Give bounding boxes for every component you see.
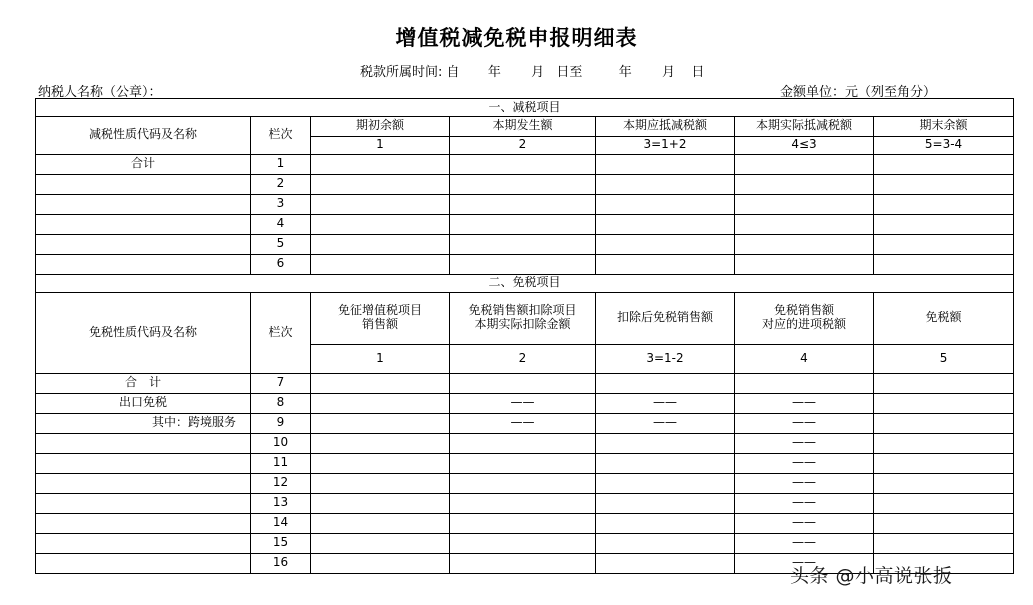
table-row [36, 373, 1014, 393]
amount-cell[interactable] [450, 214, 596, 234]
section1-title: 一、减税项目 [36, 99, 1014, 117]
amount-cell[interactable] [874, 473, 1014, 493]
amount-cell[interactable] [874, 194, 1014, 214]
amount-cell[interactable] [450, 373, 596, 393]
row-name[interactable] [36, 453, 251, 473]
section2-col-number: 3=1-2 [596, 344, 735, 373]
row-line-number: 2 [251, 174, 311, 194]
row-line-number: 3 [251, 194, 311, 214]
amount-cell[interactable] [596, 533, 735, 553]
disabled-cell-dash: —— [596, 393, 735, 413]
amount-cell[interactable] [450, 234, 596, 254]
relief-detail-table [35, 98, 1014, 574]
section2-col-number: 1 [311, 344, 450, 373]
row-name[interactable] [36, 433, 251, 453]
section2-line-header: 栏次 [251, 292, 311, 373]
section1-col-number: 3=1+2 [596, 136, 735, 154]
row-line-number: 11 [251, 453, 311, 473]
disabled-cell-dash: —— [450, 413, 596, 433]
section2-title: 二、免税项目 [36, 274, 1014, 292]
row-name[interactable]: 合 计 [36, 373, 251, 393]
amount-cell[interactable] [450, 194, 596, 214]
table-row [36, 254, 1014, 274]
amount-cell[interactable] [311, 393, 450, 413]
row-name[interactable] [36, 254, 251, 274]
amount-cell[interactable] [311, 194, 450, 214]
section1-col-number: 4≤3 [735, 136, 874, 154]
amount-cell[interactable] [596, 473, 735, 493]
section1-col-header: 本期发生额 [450, 117, 596, 137]
row-line-number: 14 [251, 513, 311, 533]
row-line-number: 7 [251, 373, 311, 393]
amount-cell[interactable] [311, 533, 450, 553]
amount-cell[interactable] [596, 254, 735, 274]
period-year1: 年 [487, 65, 501, 80]
row-line-number: 16 [251, 553, 311, 573]
amount-cell[interactable] [311, 214, 450, 234]
amount-cell[interactable] [596, 154, 735, 174]
section1-line-header: 栏次 [251, 117, 311, 155]
row-line-number: 9 [251, 413, 311, 433]
amount-cell[interactable] [450, 254, 596, 274]
amount-cell[interactable] [311, 234, 450, 254]
amount-cell[interactable] [450, 154, 596, 174]
amount-cell[interactable] [311, 413, 450, 433]
amount-cell[interactable] [596, 373, 735, 393]
row-name[interactable]: 其中：跨境服务 [36, 413, 251, 433]
amount-cell[interactable] [874, 413, 1014, 433]
amount-cell[interactable] [450, 473, 596, 493]
amount-cell[interactable] [874, 533, 1014, 553]
section2-col-number: 5 [874, 344, 1014, 373]
row-line-number: 15 [251, 533, 311, 553]
amount-cell[interactable] [735, 254, 874, 274]
amount-cell[interactable] [450, 174, 596, 194]
section1-col-number: 1 [311, 136, 450, 154]
row-name[interactable] [36, 553, 251, 573]
section2-col-header: 免税额 [874, 292, 1014, 344]
section1-col-number: 2 [450, 136, 596, 154]
period-day2: 日 [691, 65, 705, 80]
form-title: 增值税减免税申报明细表 [395, 25, 638, 50]
period-from: 自 [446, 65, 460, 80]
amount-cell[interactable] [596, 513, 735, 533]
table-row [36, 393, 1014, 413]
amount-cell[interactable] [874, 373, 1014, 393]
amount-cell[interactable] [450, 533, 596, 553]
amount-cell[interactable] [735, 174, 874, 194]
disabled-cell-dash: —— [450, 393, 596, 413]
amount-cell[interactable] [450, 553, 596, 573]
amount-cell[interactable] [596, 433, 735, 453]
amount-cell[interactable] [311, 513, 450, 533]
table-row [36, 174, 1014, 194]
section2-col-header: 免征增值税项目 销售额 [311, 292, 450, 344]
row-name[interactable] [36, 234, 251, 254]
table-row [36, 473, 1014, 493]
period-year2: 年 [618, 65, 632, 80]
watermark-text: 头条 @小高说张扳 [790, 565, 953, 587]
period-label: 税款所属时间: [360, 65, 443, 80]
period-month1: 月 [531, 65, 545, 80]
period-day1: 日至 [556, 65, 583, 80]
section2-col-header: 免税销售额扣除项目 本期实际扣除金额 [450, 292, 596, 344]
amount-cell[interactable] [450, 513, 596, 533]
table-row [36, 453, 1014, 473]
row-line-number: 5 [251, 234, 311, 254]
section2-col-number: 4 [735, 344, 874, 373]
row-name[interactable] [36, 214, 251, 234]
amount-cell[interactable] [735, 373, 874, 393]
amount-cell[interactable] [450, 433, 596, 453]
tax-period [360, 61, 704, 80]
disabled-cell-dash: —— [735, 453, 874, 473]
amount-cell[interactable] [311, 373, 450, 393]
disabled-cell-dash: —— [735, 513, 874, 533]
table-row [36, 433, 1014, 453]
amount-cell[interactable] [311, 254, 450, 274]
amount-cell[interactable] [596, 214, 735, 234]
amount-cell[interactable] [735, 214, 874, 234]
amount-cell[interactable] [596, 234, 735, 254]
amount-cell[interactable] [874, 453, 1014, 473]
row-line-number: 8 [251, 393, 311, 413]
table-row [36, 234, 1014, 254]
row-name[interactable]: 出口免税 [36, 393, 251, 413]
disabled-cell-dash: —— [735, 533, 874, 553]
amount-cell[interactable] [596, 453, 735, 473]
disabled-cell-dash: —— [596, 413, 735, 433]
row-line-number: 1 [251, 154, 311, 174]
amount-cell[interactable] [596, 553, 735, 573]
section2-col-number: 2 [450, 344, 596, 373]
table-row [36, 154, 1014, 174]
period-month2: 月 [662, 65, 676, 80]
disabled-cell-dash: —— [735, 493, 874, 513]
amount-cell[interactable] [874, 254, 1014, 274]
amount-cell[interactable] [450, 453, 596, 473]
row-name[interactable] [36, 513, 251, 533]
section1-col-number: 5=3-4 [874, 136, 1014, 154]
row-name[interactable] [36, 493, 251, 513]
amount-cell[interactable] [450, 493, 596, 513]
amount-cell[interactable] [874, 393, 1014, 413]
disabled-cell-dash: —— [735, 553, 874, 573]
amount-cell[interactable] [311, 553, 450, 573]
row-name[interactable] [36, 194, 251, 214]
amount-cell[interactable] [735, 154, 874, 174]
row-name[interactable] [36, 174, 251, 194]
table-row [36, 413, 1014, 433]
table-row [36, 214, 1014, 234]
amount-cell[interactable] [596, 174, 735, 194]
amount-cell[interactable] [874, 214, 1014, 234]
section2-col-header: 免税销售额 对应的进项税额 [735, 292, 874, 344]
section2-col-header: 扣除后免税销售额 [596, 292, 735, 344]
amount-cell[interactable] [735, 194, 874, 214]
amount-cell[interactable] [874, 174, 1014, 194]
row-line-number: 4 [251, 214, 311, 234]
amount-cell[interactable] [874, 234, 1014, 254]
row-name[interactable]: 合计 [36, 154, 251, 174]
amount-cell[interactable] [311, 433, 450, 453]
table-row [36, 513, 1014, 533]
section1-col-header: 本期应抵减税额 [596, 117, 735, 137]
amount-cell[interactable] [596, 493, 735, 513]
table-row [36, 533, 1014, 553]
row-name[interactable] [36, 533, 251, 553]
amount-cell[interactable] [874, 433, 1014, 453]
row-line-number: 12 [251, 473, 311, 493]
row-line-number: 10 [251, 433, 311, 453]
disabled-cell-dash: —— [735, 473, 874, 493]
disabled-cell-dash: —— [735, 413, 874, 433]
amount-cell[interactable] [874, 154, 1014, 174]
section1-col-header: 期初余额 [311, 117, 450, 137]
row-line-number: 13 [251, 493, 311, 513]
row-name[interactable] [36, 473, 251, 493]
row-line-number: 6 [251, 254, 311, 274]
amount-cell[interactable] [311, 473, 450, 493]
amount-cell[interactable] [874, 493, 1014, 513]
amount-cell[interactable] [874, 513, 1014, 533]
amount-cell[interactable] [311, 154, 450, 174]
amount-cell[interactable] [311, 493, 450, 513]
section1-code-header: 减税性质代码及名称 [36, 117, 251, 155]
amount-cell[interactable] [311, 174, 450, 194]
amount-cell[interactable] [596, 194, 735, 214]
amount-cell[interactable] [735, 234, 874, 254]
disabled-cell-dash: —— [735, 433, 874, 453]
section2-code-header: 免税性质代码及名称 [36, 292, 251, 373]
section1-col-header: 本期实际抵减税额 [735, 117, 874, 137]
disabled-cell-dash: —— [735, 393, 874, 413]
amount-unit-label: 金额单位：元（列至角分） [780, 85, 937, 100]
table-row [36, 194, 1014, 214]
amount-cell[interactable] [311, 453, 450, 473]
taxpayer-name-label: 纳税人名称（公章）： [38, 85, 162, 100]
table-row [36, 493, 1014, 513]
section1-col-header: 期末余额 [874, 117, 1014, 137]
